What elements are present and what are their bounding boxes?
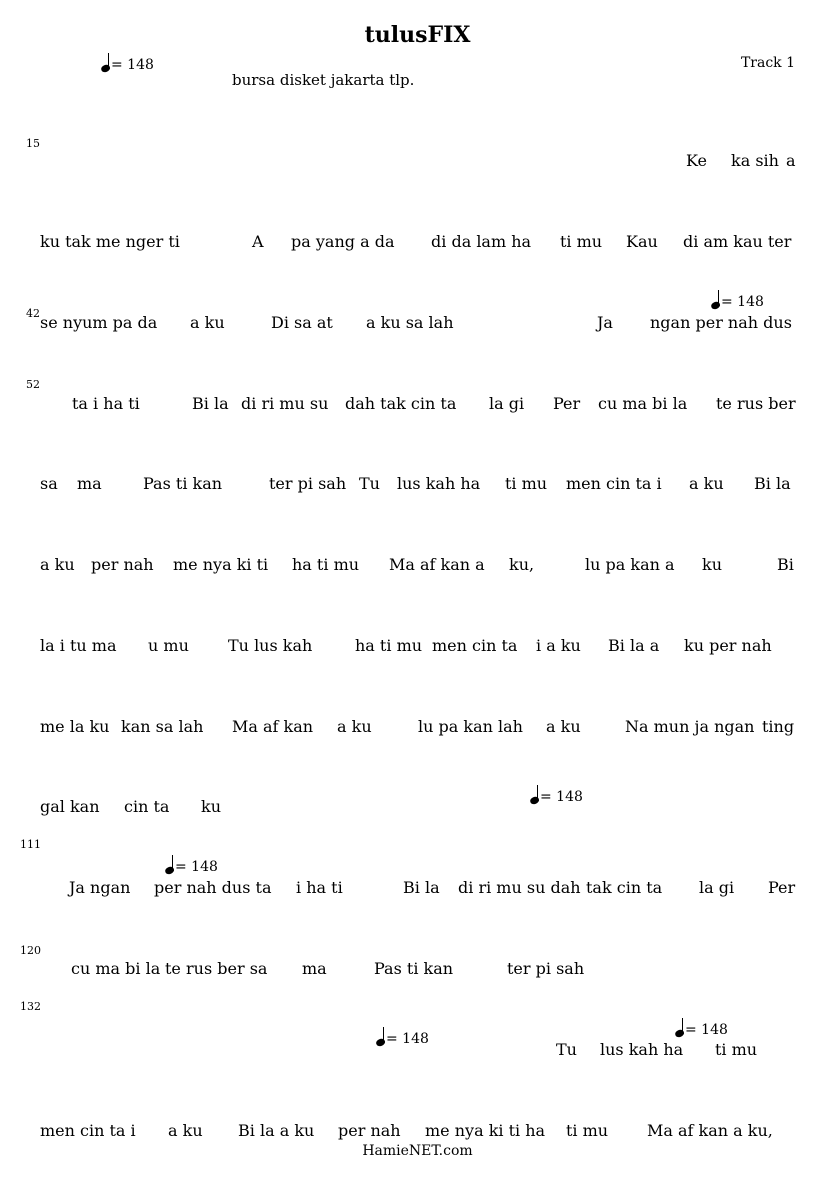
lyric-syllable: me nya ki ti ha: [425, 1121, 546, 1140]
lyric-syllable: ka sih: [731, 151, 779, 170]
lyric-syllable: di ri mu su: [241, 394, 329, 413]
tempo-marking: [101, 53, 154, 73]
lyric-syllable: la gi: [489, 394, 525, 413]
lyric-syllable: ku per nah: [684, 636, 772, 655]
lyric-syllable: ha ti mu: [292, 555, 360, 574]
lyric-syllable: ting: [762, 717, 795, 736]
lyric-syllable: gal kan: [40, 797, 100, 816]
tempo-value: = 148: [721, 294, 764, 310]
lyric-syllable: a ku: [190, 313, 225, 332]
lyric-syllable: te rus ber: [716, 394, 796, 413]
lyric-line: [0, 797, 835, 819]
lyric-syllable: men cin ta i: [40, 1121, 136, 1140]
lyric-syllable: te: [165, 959, 181, 978]
lyric-syllable: Na mun ja ngan: [625, 717, 755, 736]
lyric-syllable: Bi la a: [608, 636, 660, 655]
lyric-syllable: Per: [768, 878, 796, 897]
lyric-syllable: Bi la a ku: [238, 1121, 315, 1140]
lyric-syllable: a ku: [40, 555, 75, 574]
lyric-syllable: Ma af kan a: [389, 555, 485, 574]
bar-number: 42: [26, 307, 40, 320]
lyric-syllable: Ja ngan: [69, 878, 131, 897]
lyric-syllable: me nya ki ti: [173, 555, 269, 574]
tempo-value: = 148: [111, 57, 154, 73]
lyric-syllable: a ku sa lah: [366, 313, 454, 332]
lyric-syllable: per nah dus ta: [154, 878, 272, 897]
lyric-syllable: di ri mu su dah: [458, 878, 581, 897]
score-title: tulusFIX: [364, 22, 471, 48]
lyric-syllable: ma: [77, 474, 102, 493]
tempo-value: = 148: [175, 859, 218, 875]
lyric-line: [0, 636, 835, 658]
lyric-syllable: ti mu: [560, 232, 603, 251]
quarter-note-icon: [165, 855, 175, 875]
lyric-syllable: Ma af kan: [232, 717, 314, 736]
lyric-syllable: ter pi sah: [269, 474, 347, 493]
lyric-syllable: Bi la: [754, 474, 791, 493]
lyric-syllable: cin ta: [124, 797, 170, 816]
lyric-syllable: ku tak me nger ti: [40, 232, 180, 251]
lyric-syllable: i ha ti: [296, 878, 343, 897]
tempo-value: = 148: [685, 1022, 728, 1038]
lyric-syllable: Tu: [359, 474, 380, 493]
quarter-note-icon: [101, 53, 111, 73]
lyric-syllable: ter pi sah: [507, 959, 585, 978]
lyric-line: [0, 878, 835, 900]
lyric-syllable: Ma af kan a ku,: [647, 1121, 773, 1140]
lyric-syllable: ti mu: [715, 1040, 758, 1059]
lyric-syllable: men cin ta: [432, 636, 518, 655]
lyric-syllable: a ku: [546, 717, 581, 736]
lyric-syllable: Pas ti kan: [143, 474, 223, 493]
lyric-syllable: a ku: [689, 474, 724, 493]
lyric-syllable: a: [786, 151, 796, 170]
lyric-syllable: Per: [553, 394, 581, 413]
lyric-syllable: ku: [201, 797, 221, 816]
lyric-syllable: tak cin ta: [586, 878, 663, 897]
bar-number: 52: [26, 378, 40, 391]
lyric-syllable: men cin ta i: [566, 474, 662, 493]
bar-number: 132: [20, 1000, 41, 1013]
lyric-line: [0, 1121, 835, 1143]
lyric-syllable: kan sa lah: [121, 717, 204, 736]
lyric-syllable: a ku: [168, 1121, 203, 1140]
lyric-syllable: ngan per nah dus: [650, 313, 792, 332]
lyric-syllable: Tu: [556, 1040, 577, 1059]
lyric-syllable: cu ma bi la: [598, 394, 688, 413]
tempo-marking: [675, 1018, 728, 1038]
lyric-syllable: Pas ti kan: [374, 959, 454, 978]
lyric-syllable: rus ber sa: [186, 959, 268, 978]
tempo-marking: [711, 290, 764, 310]
lyric-line: [0, 959, 835, 981]
lyric-syllable: se nyum pa da: [40, 313, 158, 332]
lyric-syllable: ma: [302, 959, 327, 978]
lyric-syllable: lu pa kan lah: [418, 717, 523, 736]
footer-credit: HamieNET.com: [362, 1143, 473, 1159]
lyric-syllable: ti mu: [566, 1121, 609, 1140]
lyric-syllable: ta i ha ti: [72, 394, 140, 413]
bar-number: 15: [26, 137, 40, 150]
lyric-syllable: ku: [702, 555, 722, 574]
lyric-syllable: lus kah ha: [600, 1040, 684, 1059]
lyric-syllable: sa: [40, 474, 58, 493]
track-label: Track 1: [740, 55, 795, 71]
lyric-line: [0, 151, 835, 173]
lyric-syllable: per nah: [338, 1121, 401, 1140]
tempo-value: = 148: [386, 1031, 429, 1047]
lyric-syllable: Kau: [626, 232, 658, 251]
lyric-syllable: ku,: [509, 555, 535, 574]
lyric-line: [0, 232, 835, 254]
lyric-line: [0, 1040, 835, 1062]
lyric-syllable: cu ma bi la: [71, 959, 161, 978]
lyric-syllable: Bi la: [192, 394, 229, 413]
lyric-syllable: A: [252, 232, 264, 251]
tempo-marking: [165, 855, 218, 875]
lyric-syllable: per nah: [91, 555, 154, 574]
lyric-syllable: Bi: [777, 555, 794, 574]
subtitle: bursa disket jakarta tlp.: [232, 71, 415, 89]
lyric-syllable: ti mu: [505, 474, 548, 493]
bar-number: 111: [20, 838, 41, 851]
bar-number: 120: [20, 944, 41, 957]
lyric-syllable: Ja: [597, 313, 613, 332]
lyric-syllable: Ke: [686, 151, 707, 170]
lyric-line: [0, 555, 835, 577]
lyric-syllable: di da lam ha: [431, 232, 532, 251]
lyric-syllable: ha ti mu: [355, 636, 423, 655]
lyric-syllable: a ku: [337, 717, 372, 736]
quarter-note-icon: [711, 290, 721, 310]
lyric-syllable: lus kah ha: [397, 474, 481, 493]
quarter-note-icon: [675, 1018, 685, 1038]
lyric-syllable: me la ku: [40, 717, 110, 736]
lyric-syllable: pa yang a da: [291, 232, 395, 251]
lyric-syllable: la i tu ma: [40, 636, 117, 655]
lyric-line: [0, 474, 835, 496]
lyric-syllable: di am kau ter: [683, 232, 792, 251]
lyric-syllable: i a ku: [536, 636, 581, 655]
lyric-syllable: u mu: [148, 636, 189, 655]
lyric-syllable: Di sa at: [271, 313, 333, 332]
lyric-syllable: dah tak cin ta: [345, 394, 457, 413]
lyric-syllable: Tu lus kah: [228, 636, 313, 655]
lyric-syllable: la gi: [699, 878, 735, 897]
lyric-line: [0, 394, 835, 416]
lyric-syllable: Bi la: [403, 878, 440, 897]
lyric-line: [0, 313, 835, 335]
lyric-syllable: lu pa kan a: [585, 555, 675, 574]
tempo-value: = 148: [540, 789, 583, 805]
lyric-line: [0, 717, 835, 739]
